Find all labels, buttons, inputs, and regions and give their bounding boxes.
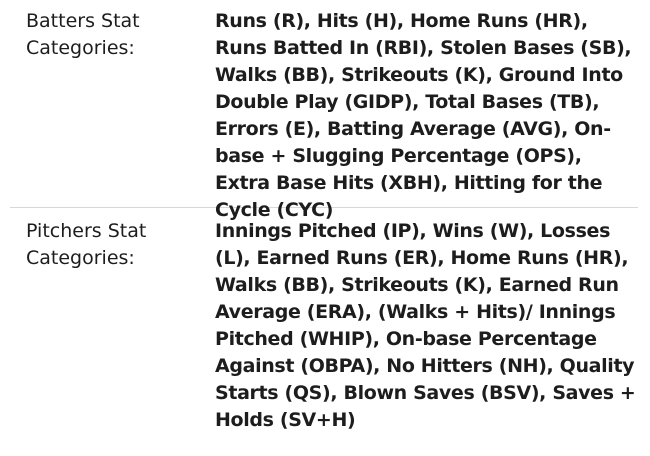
batters-stat-categories: Runs (R), Hits (H), Home Runs (HR), Runs Batted In (RBI), Stolen Bases (SB), Walks (BB), Strikeouts (K), Ground Into Double Play (GIDP), Total Bases (TB), Errors (E), Batting Average (AVG), On-base + Slugging Percentage (OPS), Extra Base Hits (XBH), Hitting for the Cycle (CYC) (215, 10, 632, 221)
pitchers-stat-label: Pitchers Stat Categories: (26, 220, 147, 269)
batters-stat-label: Batters Stat Categories: (26, 10, 140, 59)
pitchers-stat-categories: Innings Pitched (IP), Wins (W), Losses (L), Earned Runs (ER), Home Runs (HR), Walks (BB), Strikeouts (K), Earned Run Average (ERA), (Walks + Hits)/ Innings Pitched (WHIP), On-base Percentage Against (OBPA), No Hitters (NH), Quality Starts (QS), Blown Saves (BSV), Saves + Holds (SV+H) (215, 220, 636, 431)
pitchers-stat-row (10, 207, 638, 434)
stat-categories-table (10, 0, 638, 434)
batters-stat-row (10, 0, 638, 221)
